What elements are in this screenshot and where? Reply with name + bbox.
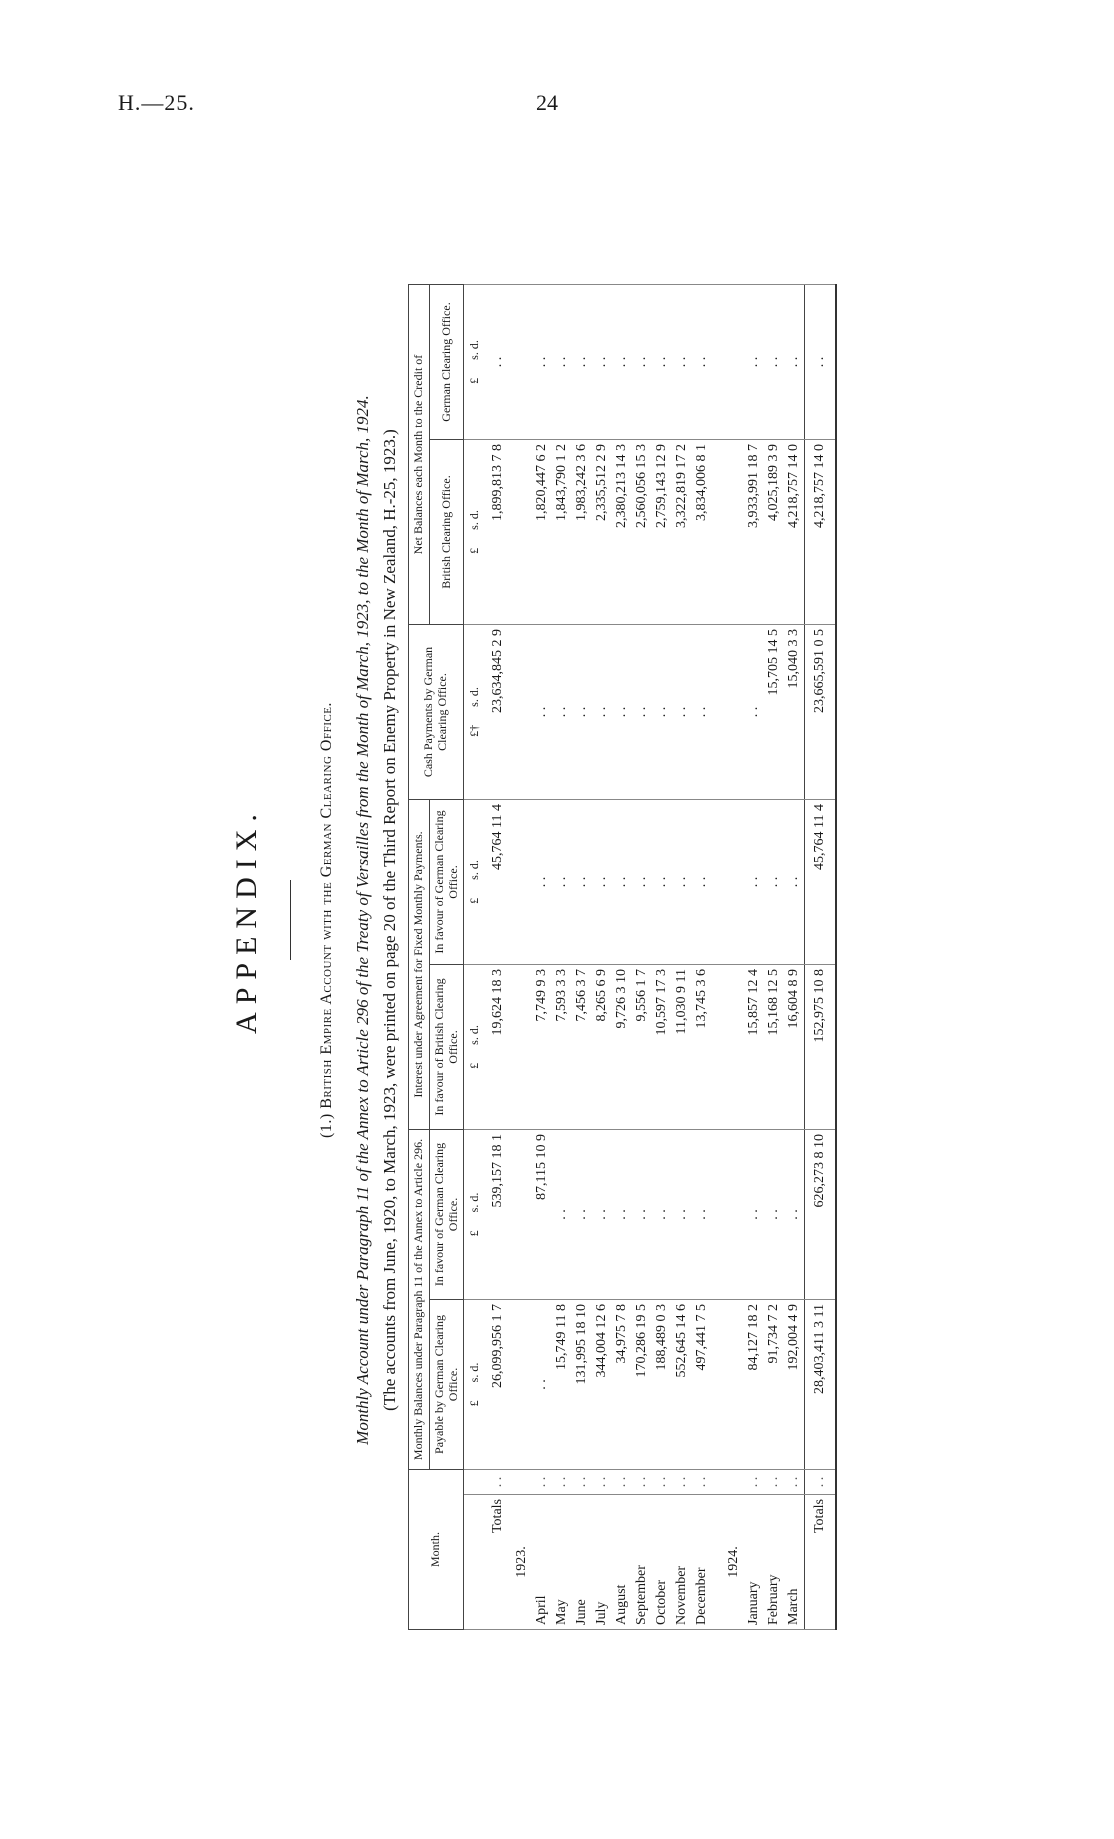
leader-dots: . . bbox=[612, 1470, 632, 1495]
row-month: Totals bbox=[484, 1495, 512, 1630]
leader-dots: . . bbox=[572, 1470, 592, 1495]
net-british-cell: 2,759,143 12 9 bbox=[652, 440, 672, 625]
leader-dots: . . bbox=[784, 1470, 805, 1495]
interest-british-cell: 15,857 12 4 bbox=[744, 965, 764, 1130]
net-german-cell: . . bbox=[572, 285, 592, 440]
interest-german-cell: . . bbox=[764, 800, 784, 965]
payable-cell: 188,489 0 3 bbox=[652, 1300, 672, 1470]
payable-cell: 26,099,956 1 7 bbox=[484, 1300, 512, 1470]
table-row bbox=[632, 285, 652, 1630]
leader-dots: . . bbox=[532, 1470, 552, 1495]
favour-german-cell: . . bbox=[692, 1130, 712, 1300]
sd-unit: s. d. bbox=[467, 510, 482, 530]
net-german-cell: . . bbox=[484, 285, 512, 440]
row-month: Totals bbox=[805, 1495, 837, 1630]
net-british-cell: 1,820,447 6 2 bbox=[532, 440, 552, 625]
row-month: August bbox=[612, 1495, 632, 1630]
interest-german-cell: . . bbox=[744, 800, 764, 965]
leader-dots: . . bbox=[744, 1470, 764, 1495]
interest-german-cell: . . bbox=[652, 800, 672, 965]
payable-cell: 192,004 4 9 bbox=[784, 1300, 805, 1470]
net-british-cell: 1,983,242 3 6 bbox=[572, 440, 592, 625]
payable-cell: 552,645 14 6 bbox=[672, 1300, 692, 1470]
leader-dots: . . bbox=[552, 1470, 572, 1495]
interest-british-cell: 13,745 3 6 bbox=[692, 965, 712, 1130]
row-month: May bbox=[552, 1495, 572, 1630]
pound-unit: £ bbox=[467, 377, 482, 384]
net-british-cell: 4,025,189 3 9 bbox=[764, 440, 784, 625]
interest-german-cell: . . bbox=[692, 800, 712, 965]
table-row bbox=[672, 285, 692, 1630]
row-month: September bbox=[632, 1495, 652, 1630]
table-row bbox=[612, 285, 632, 1630]
interest-british-cell: 9,726 3 10 bbox=[612, 965, 632, 1130]
interest-german-cell: . . bbox=[592, 800, 612, 965]
table-row bbox=[692, 285, 712, 1630]
net-british-cell: 1,843,790 1 2 bbox=[552, 440, 572, 625]
interest-german-cell: . . bbox=[632, 800, 652, 965]
table-row bbox=[572, 285, 592, 1630]
payable-cell: 84,127 18 2 bbox=[744, 1300, 764, 1470]
net-german-header: German Clearing Office. bbox=[429, 285, 464, 440]
interest-header: Interest under Agreement for Fixed Monthly Payments. bbox=[409, 800, 430, 1130]
cash-cell: . . bbox=[744, 625, 764, 800]
page-number: 24 bbox=[536, 90, 558, 115]
cash-cell: . . bbox=[592, 625, 612, 800]
interest-german-cell: . . bbox=[572, 800, 592, 965]
account-subtitle: (1.) British Empire Account with the German Clearing Office. bbox=[318, 702, 335, 1138]
interest-german-cell: 45,764 11 4 bbox=[484, 800, 512, 965]
favour-german-cell: . . bbox=[764, 1130, 784, 1300]
leader-dots: . . bbox=[592, 1470, 612, 1495]
favour-german-cell: 87,115 10 9 bbox=[532, 1130, 552, 1300]
unit-row bbox=[464, 285, 485, 1630]
favour-german-cell: . . bbox=[672, 1130, 692, 1300]
cash-cell: 15,705 14 5 bbox=[764, 625, 784, 800]
cash-cell: . . bbox=[532, 625, 552, 800]
pound-unit: £ bbox=[467, 1062, 482, 1069]
leader-dots: . . bbox=[692, 1470, 712, 1495]
interest-german-header: In favour of German Clearing Office. bbox=[429, 800, 464, 965]
interest-british-cell: 16,604 8 9 bbox=[784, 965, 805, 1130]
net-german-cell: . . bbox=[672, 285, 692, 440]
net-balances-header: Net Balances each Month to the Credit of bbox=[409, 285, 430, 625]
month-header: Month. bbox=[409, 1470, 464, 1630]
year-label: 1924. bbox=[724, 1495, 744, 1630]
interest-british-cell: 9,556 1 7 bbox=[632, 965, 652, 1130]
row-month: July bbox=[592, 1495, 612, 1630]
interest-german-cell: . . bbox=[612, 800, 632, 965]
payable-cell: 91,734 7 2 bbox=[764, 1300, 784, 1470]
account-table bbox=[408, 284, 837, 1630]
cash-cell: . . bbox=[612, 625, 632, 800]
favour-german-cell: . . bbox=[784, 1130, 805, 1300]
cash-cell: . . bbox=[552, 625, 572, 800]
payable-cell: 28,403,411 3 11 bbox=[805, 1300, 837, 1470]
payable-cell: 344,004 12 6 bbox=[592, 1300, 612, 1470]
favour-german-cell: . . bbox=[652, 1130, 672, 1300]
rows-1924 bbox=[744, 285, 805, 1630]
interest-german-cell: . . bbox=[532, 800, 552, 965]
net-british-cell: 2,380,213 14 3 bbox=[612, 440, 632, 625]
favour-german-cell: . . bbox=[632, 1130, 652, 1300]
appendix-heading: APPENDIX. bbox=[230, 806, 263, 1034]
rotated-appendix-page bbox=[210, 180, 1114, 1660]
heading-divider bbox=[290, 880, 291, 960]
table-row bbox=[592, 285, 612, 1630]
final-totals-row bbox=[805, 285, 837, 1630]
net-german-cell: . . bbox=[532, 285, 552, 440]
row-month: November bbox=[672, 1495, 692, 1630]
account-description: Monthly Account under Paragraph 11 of the Annex to Article 296 of the Treaty of Versailles from the Month of March, 1923, to the Month of March, 1924. bbox=[353, 395, 372, 1445]
favour-german-header: In favour of German Clearing Office. bbox=[429, 1130, 464, 1300]
interest-german-cell: 45,764 11 4 bbox=[805, 800, 837, 965]
interest-british-cell: 19,624 18 3 bbox=[484, 965, 512, 1130]
net-german-cell: . . bbox=[764, 285, 784, 440]
favour-german-cell: 539,157 18 1 bbox=[484, 1130, 512, 1300]
cash-cell: . . bbox=[632, 625, 652, 800]
interest-german-cell: . . bbox=[552, 800, 572, 965]
table-row bbox=[764, 285, 784, 1630]
payable-cell: 15,749 11 8 bbox=[552, 1300, 572, 1470]
interest-british-cell: 7,456 3 7 bbox=[572, 965, 592, 1130]
pound-unit: £ bbox=[467, 897, 482, 904]
net-german-cell: . . bbox=[744, 285, 764, 440]
row-month: April bbox=[532, 1495, 552, 1630]
net-british-cell: 4,218,757 14 0 bbox=[784, 440, 805, 625]
interest-german-cell: . . bbox=[672, 800, 692, 965]
year-row-1923 bbox=[512, 285, 532, 1630]
leader-dots: . . bbox=[764, 1470, 784, 1495]
favour-german-cell: . . bbox=[552, 1130, 572, 1300]
net-german-cell: . . bbox=[632, 285, 652, 440]
sd-unit: s. d. bbox=[467, 340, 482, 360]
payable-header: Payable by German Clearing Office. bbox=[429, 1300, 464, 1470]
favour-german-cell: . . bbox=[744, 1130, 764, 1300]
interest-british-cell: 10,597 17 3 bbox=[652, 965, 672, 1130]
table-row bbox=[552, 285, 572, 1630]
net-german-cell: . . bbox=[552, 285, 572, 440]
table-row bbox=[652, 285, 672, 1630]
interest-british-cell: 152,975 10 8 bbox=[805, 965, 837, 1130]
opening-totals-row bbox=[484, 285, 512, 1630]
net-british-cell: 3,933,991 18 7 bbox=[744, 440, 764, 625]
sd-unit: s. d. bbox=[467, 1025, 482, 1045]
net-british-cell: 4,218,757 14 0 bbox=[805, 440, 837, 625]
net-german-cell: . . bbox=[784, 285, 805, 440]
net-british-cell: 2,335,512 2 9 bbox=[592, 440, 612, 625]
row-month: February bbox=[764, 1495, 784, 1630]
pound-unit: £† bbox=[467, 724, 482, 737]
year-row-1924 bbox=[724, 285, 744, 1630]
interest-british-cell: 7,749 9 3 bbox=[532, 965, 552, 1130]
table-row bbox=[784, 285, 805, 1630]
net-british-cell: 2,560,056 15 3 bbox=[632, 440, 652, 625]
net-british-cell: 3,834,006 8 1 bbox=[692, 440, 712, 625]
cash-cell: . . bbox=[572, 625, 592, 800]
net-british-cell: 1,899,813 7 8 bbox=[484, 440, 512, 625]
sd-unit: s. d. bbox=[467, 860, 482, 880]
cash-cell: . . bbox=[672, 625, 692, 800]
table-row bbox=[532, 285, 552, 1630]
interest-british-cell: 15,168 12 5 bbox=[764, 965, 784, 1130]
row-month: December bbox=[692, 1495, 712, 1630]
rows-1923 bbox=[532, 285, 712, 1630]
account-note: (The accounts from June, 1920, to March, 1923, were printed on page 20 of the Third Report on Enemy Property in New Zealand, H.-25, 1923.) bbox=[380, 429, 399, 1411]
cash-cell: 23,634,845 2 9 bbox=[484, 625, 512, 800]
net-british-cell: 3,322,819 17 2 bbox=[672, 440, 692, 625]
account-table-wrapper bbox=[408, 284, 837, 1630]
favour-german-cell: 626,273 8 10 bbox=[805, 1130, 837, 1300]
leader-dots: . . bbox=[652, 1470, 672, 1495]
row-month: January bbox=[744, 1495, 764, 1630]
row-month: March bbox=[784, 1495, 805, 1630]
interest-british-cell: 7,593 3 3 bbox=[552, 965, 572, 1130]
sd-unit: s. d. bbox=[467, 687, 482, 707]
pound-unit: £ bbox=[467, 547, 482, 554]
pound-unit: £ bbox=[467, 1400, 482, 1407]
net-german-cell: . . bbox=[652, 285, 672, 440]
report-reference: H.—25. bbox=[118, 90, 195, 115]
payable-cell: 131,995 18 10 bbox=[572, 1300, 592, 1470]
interest-british-cell: 8,265 6 9 bbox=[592, 965, 612, 1130]
row-month: June bbox=[572, 1495, 592, 1630]
payable-cell: 497,441 7 5 bbox=[692, 1300, 712, 1470]
pound-unit: £ bbox=[467, 1230, 482, 1237]
cash-cell: . . bbox=[652, 625, 672, 800]
interest-british-header: In favour of British Clearing Office. bbox=[429, 965, 464, 1130]
payable-cell: 34,975 7 8 bbox=[612, 1300, 632, 1470]
net-german-cell: . . bbox=[592, 285, 612, 440]
payable-cell: 170,286 19 5 bbox=[632, 1300, 652, 1470]
row-month: October bbox=[652, 1495, 672, 1630]
sd-unit: s. d. bbox=[467, 1192, 482, 1213]
favour-german-cell: . . bbox=[592, 1130, 612, 1300]
cash-cell: 15,040 3 3 bbox=[784, 625, 805, 800]
interest-british-cell: 11,030 9 11 bbox=[672, 965, 692, 1130]
sd-unit: s. d. bbox=[467, 1362, 482, 1383]
monthly-balances-header: Monthly Balances under Paragraph 11 of the Annex to Article 296. bbox=[409, 1130, 430, 1470]
cash-payments-header: Cash Payments by German Clearing Office. bbox=[409, 625, 464, 800]
leader-dots: . . bbox=[484, 1470, 512, 1495]
interest-german-cell: . . bbox=[784, 800, 805, 965]
net-german-cell: . . bbox=[612, 285, 632, 440]
net-german-cell: . . bbox=[692, 285, 712, 440]
cash-cell: 23,665,591 0 5 bbox=[805, 625, 837, 800]
favour-german-cell: . . bbox=[572, 1130, 592, 1300]
payable-cell: . . bbox=[532, 1300, 552, 1470]
net-german-cell: . . bbox=[805, 285, 837, 440]
favour-german-cell: . . bbox=[612, 1130, 632, 1300]
leader-dots: . . bbox=[632, 1470, 652, 1495]
cash-cell: . . bbox=[692, 625, 712, 800]
leader-dots: . . bbox=[672, 1470, 692, 1495]
leader-dots: . . bbox=[805, 1470, 837, 1495]
year-label: 1923. bbox=[512, 1495, 532, 1630]
table-row bbox=[744, 285, 764, 1630]
net-british-header: British Clearing Office. bbox=[429, 440, 464, 625]
